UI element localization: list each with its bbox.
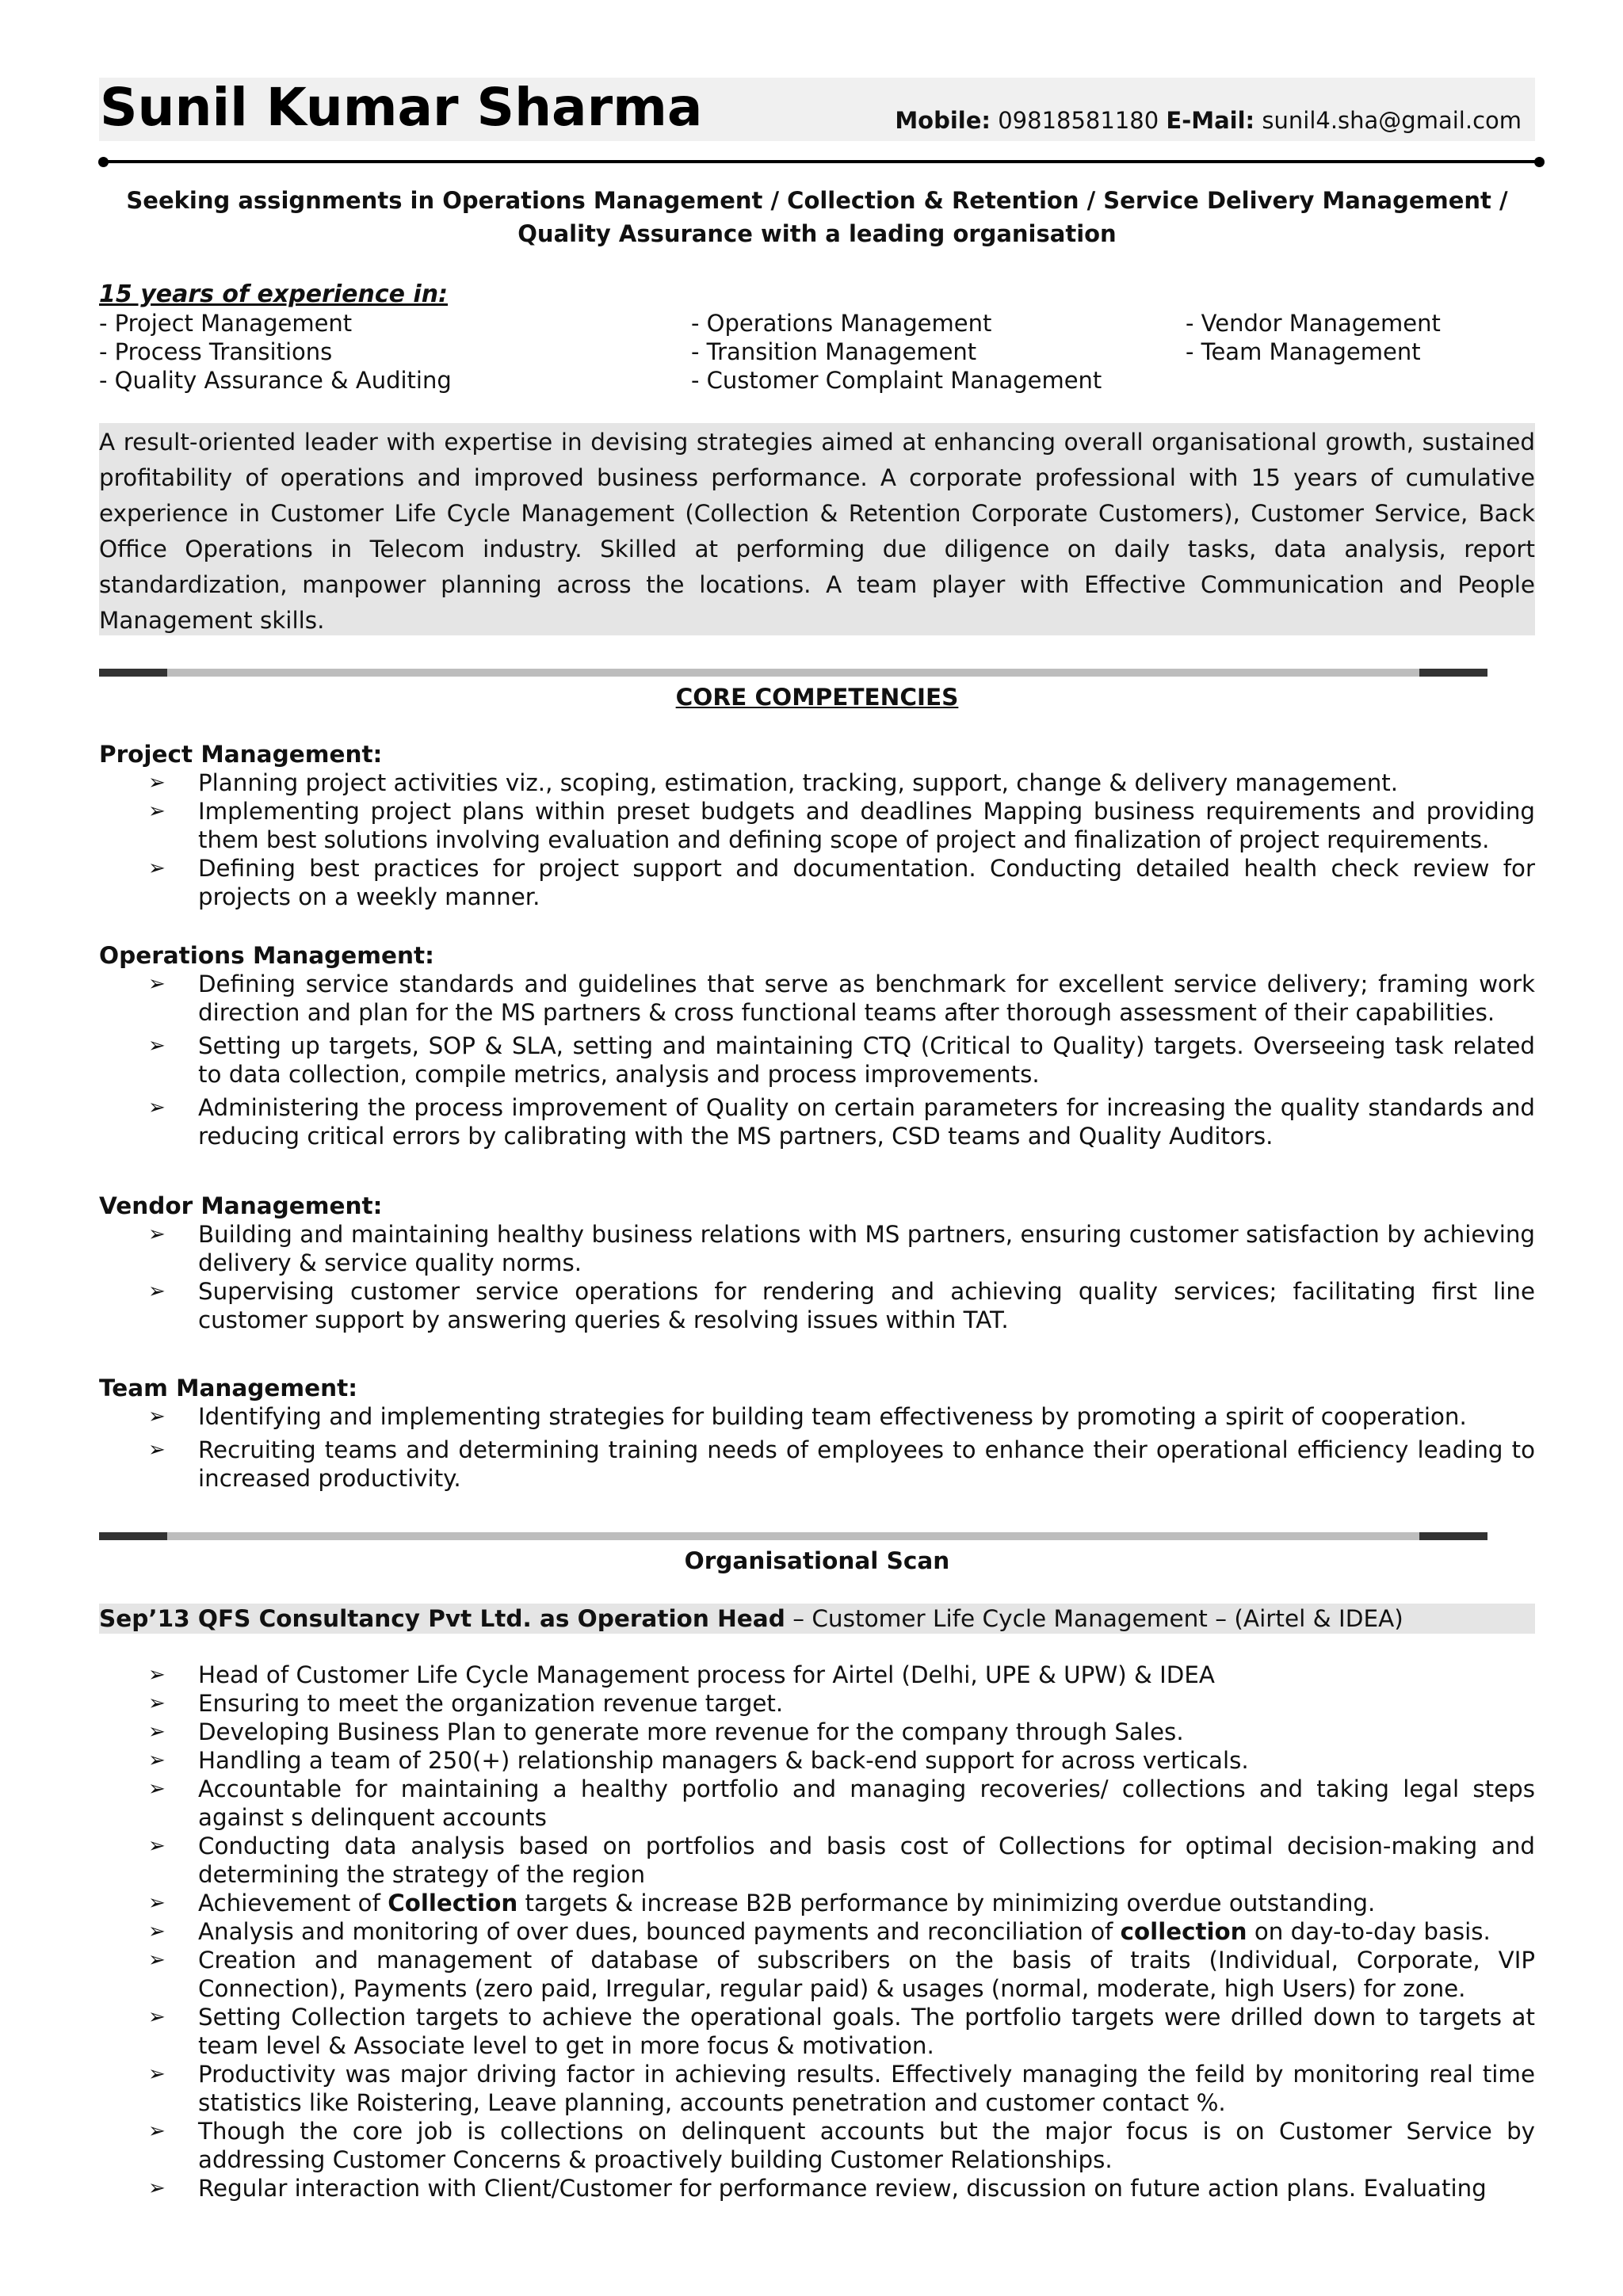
arrow-bullet-icon: ➢	[148, 1280, 166, 1303]
list-item: ➢ Conducting data analysis based on portfolios and basis cost of Collections for optimal decision-making and determining the strategy of the region	[148, 1833, 1535, 1888]
arrow-bullet-icon: ➢	[148, 1834, 166, 1858]
list-item: ➢ Regular interaction with Client/Customer for performance review, discussion on future action plans. Evaluating	[148, 2175, 1487, 2202]
arrow-bullet-icon: ➢	[148, 1777, 166, 1801]
list-item: ➢ Developing Business Plan to generate more revenue for the company through Sales.	[148, 1718, 1184, 1745]
list-item: ➢ Defining best practices for project support and documentation. Conducting detailed health check review for projects on a weekly manner.	[148, 855, 1535, 910]
organisational-scan-heading: Organisational Scan	[684, 1547, 950, 1574]
competency-operations-management	[99, 941, 1535, 1155]
experience-column-2	[691, 309, 1102, 395]
arrow-bullet-icon: ➢	[148, 1891, 166, 1915]
experience-item: - Customer Complaint Management	[691, 367, 1102, 394]
list-item: ➢ Administering the process improvement of Quality on certain parameters for increasing the quality standards and reducing critical errors by calibrating with the MS partners, CSD teams and Quality Auditors.	[148, 1094, 1535, 1150]
arrow-bullet-icon: ➢	[148, 1663, 166, 1687]
email-address: sunil4.sha@gmail.com	[1262, 107, 1522, 134]
list-item: ➢ Accountable for maintaining a healthy portfolio and managing recoveries/ collections and taking legal steps against s delinquent accounts	[148, 1775, 1535, 1831]
mobile-number: 09818581180	[998, 107, 1159, 134]
list-item: ➢ Analysis and monitoring of over dues, bounced payments and reconciliation of collection on day-to-day basis.	[148, 1918, 1491, 1945]
section-divider	[99, 669, 1487, 677]
arrow-bullet-icon: ➢	[148, 771, 166, 795]
section-divider	[99, 1532, 1487, 1540]
arrow-bullet-icon: ➢	[148, 2176, 166, 2200]
list-item: ➢ Planning project activities viz., scoping, estimation, tracking, support, change & delivery management.	[148, 769, 1399, 796]
list-item: ➢ Though the core job is collections on delinquent accounts but the major focus is on Customer Service by addressing Customer Concerns & proactively building Customer Relationships.	[148, 2118, 1535, 2173]
core-competencies-heading: CORE COMPETENCIES	[675, 684, 959, 711]
experience-item: - Vendor Management	[1186, 310, 1441, 337]
objective-line: Seeking assignments in Operations Management / Collection & Retention / Service Delivery Management /	[126, 187, 1508, 214]
arrow-bullet-icon: ➢	[148, 2062, 166, 2086]
competency-title: Operations Management:	[99, 942, 434, 969]
competency-title: Team Management:	[99, 1375, 358, 1402]
arrow-bullet-icon: ➢	[148, 1222, 166, 1246]
list-item: ➢ Head of Customer Life Cycle Management process for Airtel (Delhi, UPE & UPW) & IDEA	[148, 1661, 1215, 1688]
competency-title: Project Management:	[99, 741, 383, 768]
list-item: ➢ Building and maintaining healthy business relations with MS partners, ensuring customer satisfaction by achieving delivery & service quality norms.	[148, 1221, 1535, 1276]
arrow-bullet-icon: ➢	[148, 1720, 166, 1744]
list-item: ➢ Creation and management of database of subscribers on the basis of traits (Individual, Corporate, VIP Connection), Payments (zero paid, Irregular, regular paid) & usages (normal, moderate, high Users) for zone.	[148, 1947, 1535, 2002]
job-responsibilities	[99, 1661, 1535, 2203]
experience-title: 15 years of experience in:	[99, 280, 449, 308]
mobile-label: Mobile:	[895, 107, 991, 134]
list-item: ➢ Identifying and implementing strategies for building team effectiveness by promoting a spirit of cooperation.	[148, 1403, 1467, 1430]
arrow-bullet-icon: ➢	[148, 1948, 166, 1972]
arrow-bullet-icon: ➢	[148, 1405, 166, 1428]
list-item: ➢ Implementing project plans within preset budgets and deadlines Mapping business requirements and providing them best solutions involving evaluation and defining scope of project and finalization of project requirements.	[148, 798, 1535, 853]
divider-cap	[99, 669, 167, 677]
list-item: ➢ Achievement of Collection targets & increase B2B performance by minimizing overdue outstanding.	[148, 1890, 1376, 1917]
competency-team-management	[99, 1374, 1535, 1497]
experience-item: - Process Transitions	[99, 338, 333, 365]
competency-title: Vendor Management:	[99, 1192, 383, 1219]
list-item: ➢ Supervising customer service operations for rendering and achieving quality services; facilitating first line customer support by answering queries & resolving issues within TAT.	[148, 1278, 1535, 1333]
header-rule	[104, 160, 1541, 163]
experience-column-1	[99, 309, 452, 395]
arrow-bullet-icon: ➢	[148, 2119, 166, 2143]
experience-item: - Team Management	[1186, 338, 1421, 365]
email-label: E-Mail:	[1166, 107, 1255, 134]
profile-summary: A result-oriented leader with expertise in devising strategies aimed at enhancing overall organisational growth, sustained profitability of operations and improved business performance. A corporate professional with 15 years of cumulative experience in Customer Life Cycle Management (Collection & Retention Corporate Customers), Customer Service, Back Office Operations in Telecom industry. Skilled at performing due diligence on daily tasks, data analysis, report standardization, manpower planning across the locations. A team player with Effective Communication and People Management skills.	[99, 423, 1535, 635]
arrow-bullet-icon: ➢	[148, 2005, 166, 2029]
experience-item: - Project Management	[99, 310, 353, 337]
arrow-bullet-icon: ➢	[148, 1096, 166, 1119]
list-item: ➢ Setting up targets, SOP & SLA, setting and maintaining CTQ (Critical to Quality) targets. Overseeing task related to data collection, compile metrics, analysis and process improvements.	[148, 1032, 1535, 1088]
arrow-bullet-icon: ➢	[148, 1749, 166, 1772]
arrow-bullet-icon: ➢	[148, 1920, 166, 1943]
experience-item: - Transition Management	[691, 338, 977, 365]
arrow-bullet-icon: ➢	[148, 1438, 166, 1462]
list-item: ➢ Handling a team of 250(+) relationship managers & back-end support for across verticals.	[148, 1747, 1249, 1774]
list-item: ➢ Ensuring to meet the organization revenue target.	[148, 1690, 784, 1717]
experience-item: - Operations Management	[691, 310, 992, 337]
arrow-bullet-icon: ➢	[148, 856, 166, 880]
arrow-bullet-icon: ➢	[148, 799, 166, 823]
list-item: ➢ Defining service standards and guidelines that serve as benchmark for excellent service delivery; framing work direction and plan for the MS partners & cross functional teams after thorough assessment of their capabilities.	[148, 971, 1535, 1026]
list-item: ➢ Productivity was major driving factor in achieving results. Effectively managing the feild by monitoring real time statistics like Roistering, Leave planning, accounts penetration and customer contact %.	[148, 2061, 1535, 2116]
contact-info	[895, 106, 1522, 135]
job-description: – Customer Life Cycle Management – (Airtel & IDEA)	[785, 1605, 1403, 1632]
divider-cap	[1419, 669, 1487, 677]
arrow-bullet-icon: ➢	[148, 1034, 166, 1058]
competency-vendor-management	[99, 1192, 1535, 1334]
list-item: ➢ Recruiting teams and determining training needs of employees to enhance their operational efficiency leading to increased productivity.	[148, 1436, 1535, 1492]
candidate-name: Sunil Kumar Sharma	[100, 77, 703, 138]
arrow-bullet-icon: ➢	[148, 1691, 166, 1715]
list-item: ➢ Setting Collection targets to achieve the operational goals. The portfolio targets were drilled down to targets at team level & Associate level to get in more focus & motivation.	[148, 2004, 1535, 2059]
competency-project-management	[99, 740, 1535, 911]
job-header	[99, 1604, 1535, 1634]
experience-item: - Quality Assurance & Auditing	[99, 367, 452, 394]
divider-cap	[99, 1532, 167, 1540]
objective-line: Quality Assurance with a leading organisation	[517, 220, 1117, 247]
objective-statement	[99, 184, 1535, 250]
arrow-bullet-icon: ➢	[148, 972, 166, 996]
rule-dot-right	[1534, 157, 1545, 167]
job-title: Sep’13 QFS Consultancy Pvt Ltd. as Operation Head	[99, 1605, 785, 1632]
rule-dot-left	[98, 157, 109, 167]
experience-column-3	[1186, 309, 1441, 366]
divider-cap	[1419, 1532, 1487, 1540]
